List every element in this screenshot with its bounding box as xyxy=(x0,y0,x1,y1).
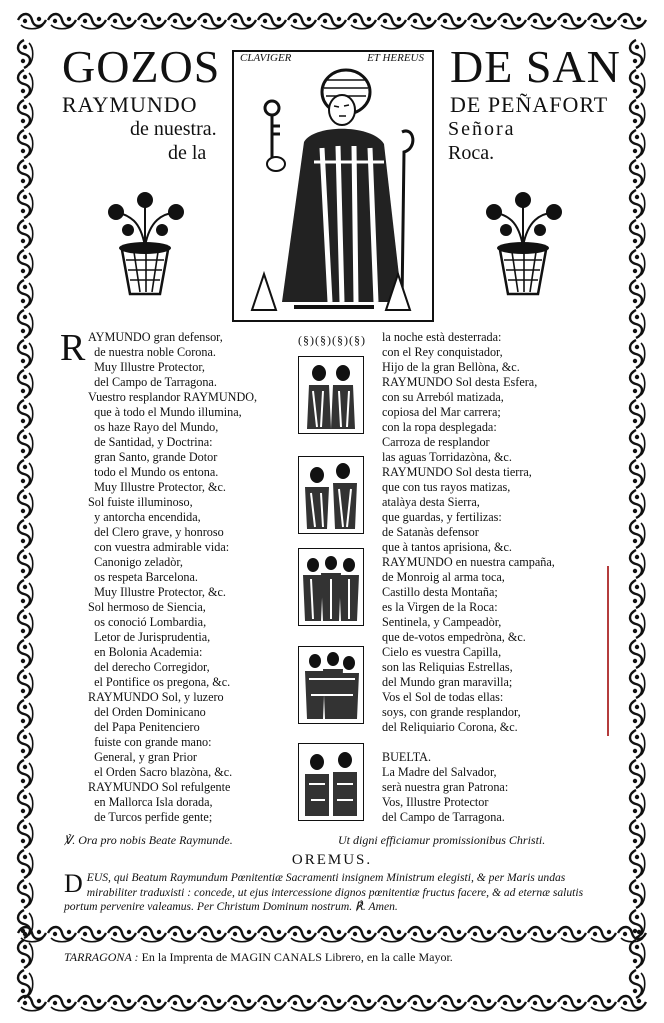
verse-line: de Monroig al arma toca, xyxy=(382,570,505,584)
title-raymundo: RAYMUNDO xyxy=(62,92,198,117)
verse-line: que guardas, y fertilizas: xyxy=(382,510,502,524)
verse-line: Letor de Jurisprudentia, xyxy=(88,630,211,644)
versicle-right: Ut digni efficiamur promissionibus Christi. xyxy=(338,833,546,847)
woodcut-panel-1-image xyxy=(298,356,364,434)
verse-line: fuiste con grande mano: xyxy=(88,735,212,749)
verse-line: en Mallorca Isla dorada, xyxy=(88,795,213,809)
margin-rule-mark xyxy=(607,566,609,736)
woodcut-caption xyxy=(240,52,424,64)
verse-line: Sentinela, y Campeadòr, xyxy=(382,615,502,629)
verse-line: del Campo de Tarragona. xyxy=(88,375,217,389)
verse-line: La Madre del Salvador, xyxy=(382,765,497,779)
drop-cap-r: R xyxy=(60,327,86,369)
verse-line: serà nuestra gran Patrona: xyxy=(382,780,509,794)
verse-line xyxy=(382,735,555,750)
verse-line: os respeta Barcelona. xyxy=(88,570,198,584)
woodcut-caption-right: ET HEREUS xyxy=(367,52,424,64)
verse-line: del Papa Penitenciero xyxy=(88,720,200,734)
verses-left-column xyxy=(60,327,258,825)
verse-line: que con tus rayos matizas, xyxy=(382,480,511,494)
verse-line: Sol hermoso de Siencia, xyxy=(88,600,206,614)
prayer-drop-cap: D xyxy=(64,869,83,898)
title-gozos: GOZOS xyxy=(62,41,221,92)
title-de-nuestra: de nuestra. xyxy=(130,118,217,140)
verse-line: de Turcos perfide gente; xyxy=(88,810,213,824)
verse-line: de nuestra noble Corona. xyxy=(88,345,216,359)
verse-line: BUELTA. xyxy=(382,750,432,764)
verse-line: Hijo de la gran Bellòna, &c. xyxy=(382,360,520,374)
verse-line: Sol fuiste illuminoso, xyxy=(88,495,193,509)
title-de-penafort: DE PEÑAFORT xyxy=(450,92,609,117)
flower-pot-left-image xyxy=(100,190,190,298)
versicle-left: ℣. Ora pro nobis Beate Raymunde. xyxy=(64,833,233,847)
verse-line: son las Reliquias Estrellas, xyxy=(382,660,513,674)
title-de-la: de la xyxy=(168,142,207,164)
verse-line: Vos, Illustre Protector xyxy=(382,795,489,809)
verse-line: Canonigo zeladòr, xyxy=(88,555,183,569)
verse-line: os haze Rayo del Mundo, xyxy=(88,420,219,434)
verse-line: RAYMUNDO Sol refulgente xyxy=(88,780,231,794)
imprint-line xyxy=(64,950,612,965)
verse-line: del Clero grave, y honroso xyxy=(88,525,224,539)
verse-line: que à tantos aprisiona, &c. xyxy=(382,540,512,554)
verse-line: Vuestro resplandor RAYMUNDO, xyxy=(88,390,258,404)
verse-line: el Orden Sacro blazòna, &c. xyxy=(88,765,233,779)
verse-line: del Campo de Tarragona. xyxy=(382,810,505,824)
verse-line: es la Virgen de la Roca: xyxy=(382,600,498,614)
verse-line: y antorcha encendida, xyxy=(88,510,201,524)
verse-line: os conoció Lombardia, xyxy=(88,615,207,629)
title-roca: Roca. xyxy=(448,142,495,164)
verse-line: que de-votos empedròna, &c. xyxy=(382,630,526,644)
verse-line: la noche està desterrada: xyxy=(382,330,502,344)
verse-line: de Satanàs defensor xyxy=(382,525,479,539)
woodcut-panel-2-image xyxy=(298,456,364,534)
verse-line: AYMUNDO gran defensor, xyxy=(88,330,223,344)
prayer-body: EUS, qui Beatum Raymundum Pœnitentiæ Sacramenti insignem Ministrum elegisti, & per Maris undas mirabiliter traduxisti : concede, ut ejus intercessione dignos pœnitentiæ fructus facere, & ad eternæ salutis portum pervenire valeamus. Per Christum Dominum nostrum. ℟. Amen. xyxy=(64,871,584,913)
verse-line: RAYMUNDO Sol desta Esfera, xyxy=(382,375,538,389)
imprint-city: TARRAGONA : xyxy=(64,950,139,964)
verse-line: que à todo el Mundo illumina, xyxy=(88,405,242,419)
verse-line: atalàya desta Sierra, xyxy=(382,495,480,509)
verse-line: RAYMUNDO en nuestra campaña, xyxy=(382,555,555,569)
title-senora: Señora xyxy=(448,118,516,140)
verse-line: soys, con grande resplandor, xyxy=(382,705,521,719)
woodcut-panel-5-image xyxy=(298,743,364,821)
verse-line: con la ropa desplegada: xyxy=(382,420,497,434)
verse-line: General, y gran Prior xyxy=(88,750,197,764)
verse-line: con vuestra admirable vida: xyxy=(88,540,230,554)
imprint-printer: En la Imprenta de MAGIN CANALS Librero, en la calle Mayor. xyxy=(138,950,453,964)
verse-line: Cielo es vuestra Capilla, xyxy=(382,645,502,659)
saint-woodcut-image xyxy=(232,50,434,322)
verse-line: Vos el Sol de todas ellas: xyxy=(382,690,504,704)
oremus-heading: OREMUS. xyxy=(291,852,373,868)
verse-line: RAYMUNDO Sol, y luzero xyxy=(88,690,224,704)
woodcut-panel-3-image xyxy=(298,548,364,626)
verse-line: en Bolonia Academia: xyxy=(88,645,203,659)
woodcut-panel-4-image xyxy=(298,646,364,724)
verse-line: RAYMUNDO Sol desta tierra, xyxy=(382,465,532,479)
verse-line: Muy Illustre Protector, xyxy=(88,360,205,374)
verse-line: Muy Illustre Protector, &c. xyxy=(88,480,226,494)
verse-line: todo el Mundo os entona. xyxy=(88,465,219,479)
prayer-text xyxy=(64,871,612,915)
verse-line: las aguas Torridazòna, &c. xyxy=(382,450,512,464)
verses-right-column xyxy=(382,330,555,825)
verse-line: del Orden Dominicano xyxy=(88,705,206,719)
title-de-san: DE SAN xyxy=(450,41,621,92)
woodcut-caption-left: CLAVIGER xyxy=(240,52,292,64)
verse-line: de Santidad, y Doctrina: xyxy=(88,435,213,449)
verse-line: Muy Illustre Protector, &c. xyxy=(88,585,226,599)
verse-line: del derecho Corregidor, xyxy=(88,660,210,674)
verse-line: del Mundo gran maravilla; xyxy=(382,675,513,689)
verse-line: Carroza de resplandor xyxy=(382,435,490,449)
ornament-stars: (§)(§)(§)(§) xyxy=(298,333,366,347)
verse-line: con el Rey conquistador, xyxy=(382,345,503,359)
verse-line: del Reliquiario Corona, &c. xyxy=(382,720,518,734)
verse-line: Castillo desta Montaña; xyxy=(382,585,498,599)
verse-line: con su Arreból matizada, xyxy=(382,390,504,404)
verse-line: gran Santo, grande Dotor xyxy=(88,450,218,464)
verse-line: copiosa del Mar carrera; xyxy=(382,405,501,419)
verse-line: el Pontifice os pregona, &c. xyxy=(88,675,231,689)
flower-pot-right-image xyxy=(478,190,568,298)
